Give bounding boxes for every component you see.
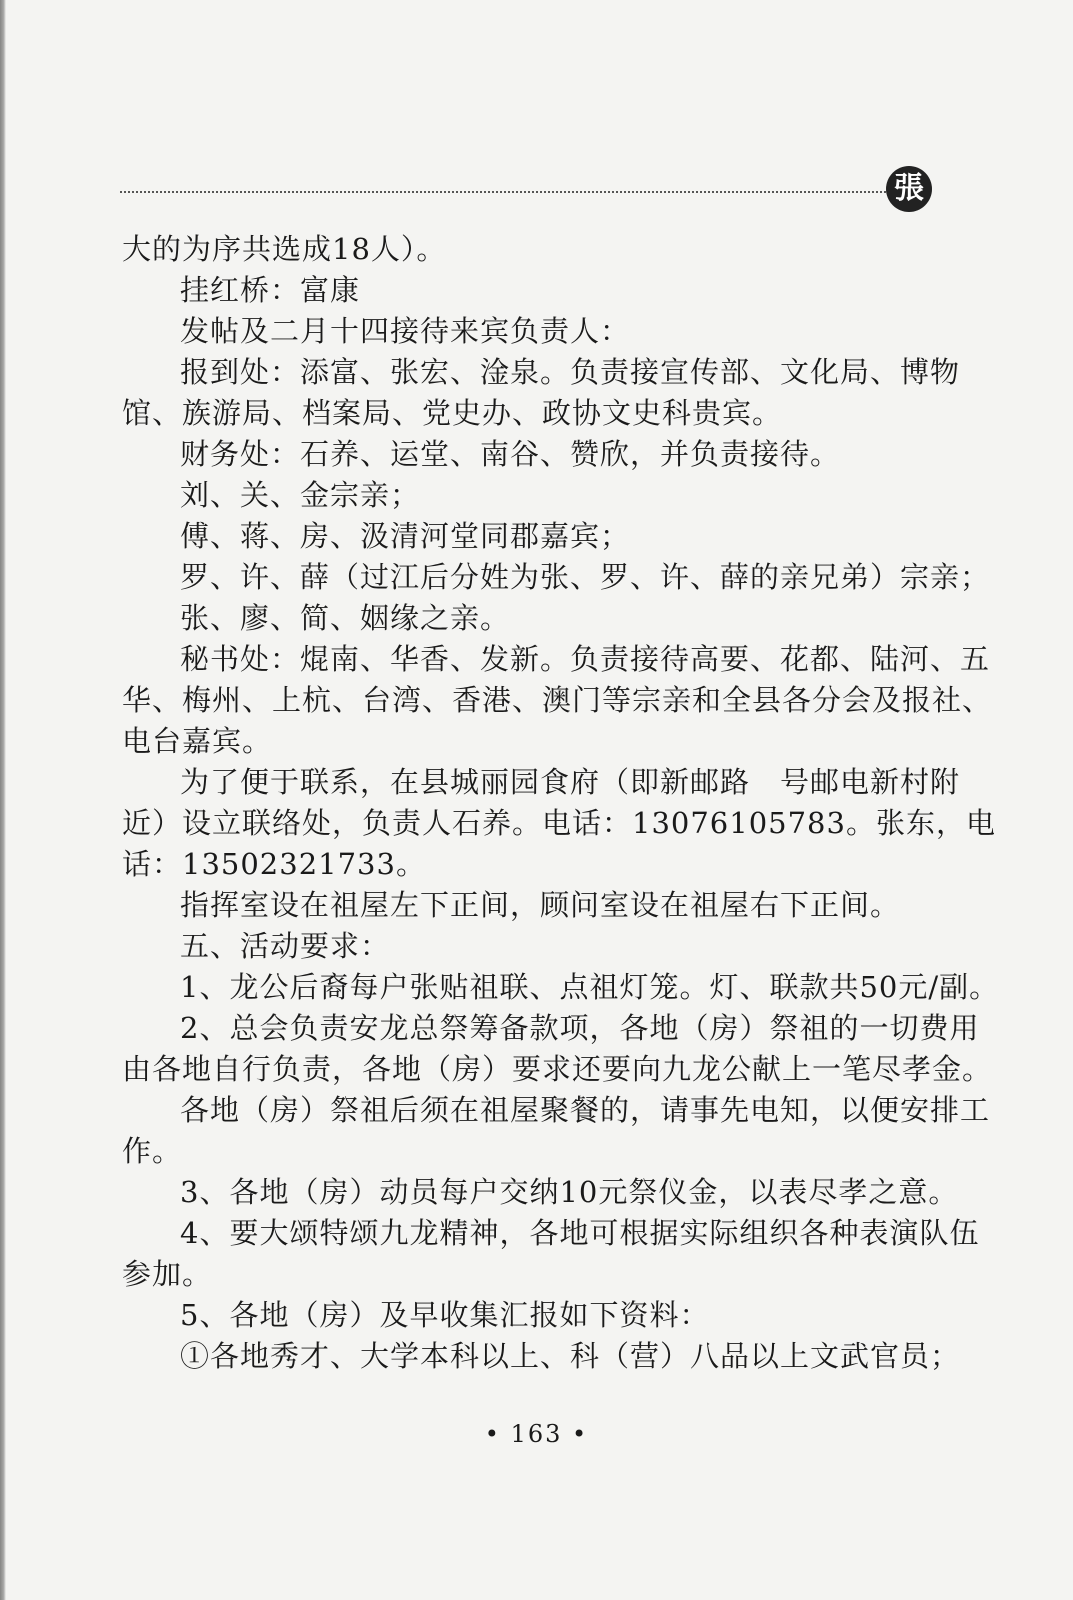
text-line: 罗、许、薛（过江后分姓为张、罗、许、薛的亲兄弟）宗亲； bbox=[180, 560, 991, 594]
text-line: 刘、关、金宗亲； bbox=[180, 478, 421, 512]
page-left-edge-shadow bbox=[0, 0, 6, 1600]
text-line: 2、总会负责安龙总祭筹备款项，各地（房）祭祖的一切费用 bbox=[180, 1011, 980, 1045]
text-line: 发帖及二月十四接待来宾负责人： bbox=[180, 314, 631, 348]
text-line: 华、梅州、上杭、台湾、香港、澳门等宗亲和全县各分会及报社、 bbox=[122, 683, 993, 717]
text-line: 指挥室设在祖屋左下正间，顾问室设在祖屋右下正间。 bbox=[180, 888, 901, 922]
text-line: 由各地自行负责，各地（房）要求还要向九龙公献上一笔尽孝金。 bbox=[122, 1052, 993, 1086]
text-line: 作。 bbox=[122, 1134, 183, 1168]
text-line: 近）设立联络处，负责人石养。电话：13076105783。张东，电 bbox=[122, 806, 996, 840]
text-line: 五、活动要求： bbox=[180, 929, 391, 963]
text-line: 电台嘉宾。 bbox=[122, 724, 273, 758]
text-line: 5、各地（房）及早收集汇报如下资料： bbox=[180, 1298, 710, 1332]
text-line: 挂红桥：富康 bbox=[180, 273, 361, 307]
text-line: ①各地秀才、大学本科以上、科（营）八品以上文武官员； bbox=[180, 1339, 961, 1373]
text-line: 1、龙公后裔每户张贴祖联、点祖灯笼。灯、联款共50元/副。 bbox=[180, 970, 1000, 1004]
text-line: 张、廖、简、姻缘之亲。 bbox=[180, 601, 511, 635]
text-line: 秘书处：焜南、华香、发新。负责接待高要、花都、陆河、五 bbox=[180, 642, 991, 676]
text-line: 为了便于联系，在县城丽园食府（即新邮路 号邮电新村附 bbox=[180, 765, 961, 799]
text-line: 报到处：添富、张宏、淦泉。负责接宣传部、文化局、博物 bbox=[180, 355, 961, 389]
text-line: 参加。 bbox=[122, 1257, 213, 1291]
text-line: 财务处：石养、运堂、南谷、赞欣，并负责接待。 bbox=[180, 437, 841, 471]
header-seal-zhang: 張 bbox=[886, 166, 932, 212]
body-text bbox=[122, 229, 1000, 1377]
text-line: 4、要大颂特颂九龙精神，各地可根据实际组织各种表演队伍 bbox=[180, 1216, 980, 1250]
page-number: • 163 • bbox=[484, 1420, 589, 1448]
text-line: 各地（房）祭祖后须在祖屋聚餐的，请事先电知，以便安排工 bbox=[180, 1093, 991, 1127]
text-line: 3、各地（房）动员每户交纳10元祭仪金，以表尽孝之意。 bbox=[180, 1175, 959, 1209]
text-line: 话：13502321733。 bbox=[122, 847, 426, 881]
header-rule bbox=[120, 191, 890, 193]
text-line: 傅、蒋、房、汲清河堂同郡嘉宾； bbox=[180, 519, 631, 553]
text-line: 大的为序共选成18人）。 bbox=[122, 232, 447, 266]
text-line: 馆、族游局、档案局、党史办、政协文史科贵宾。 bbox=[122, 396, 783, 430]
